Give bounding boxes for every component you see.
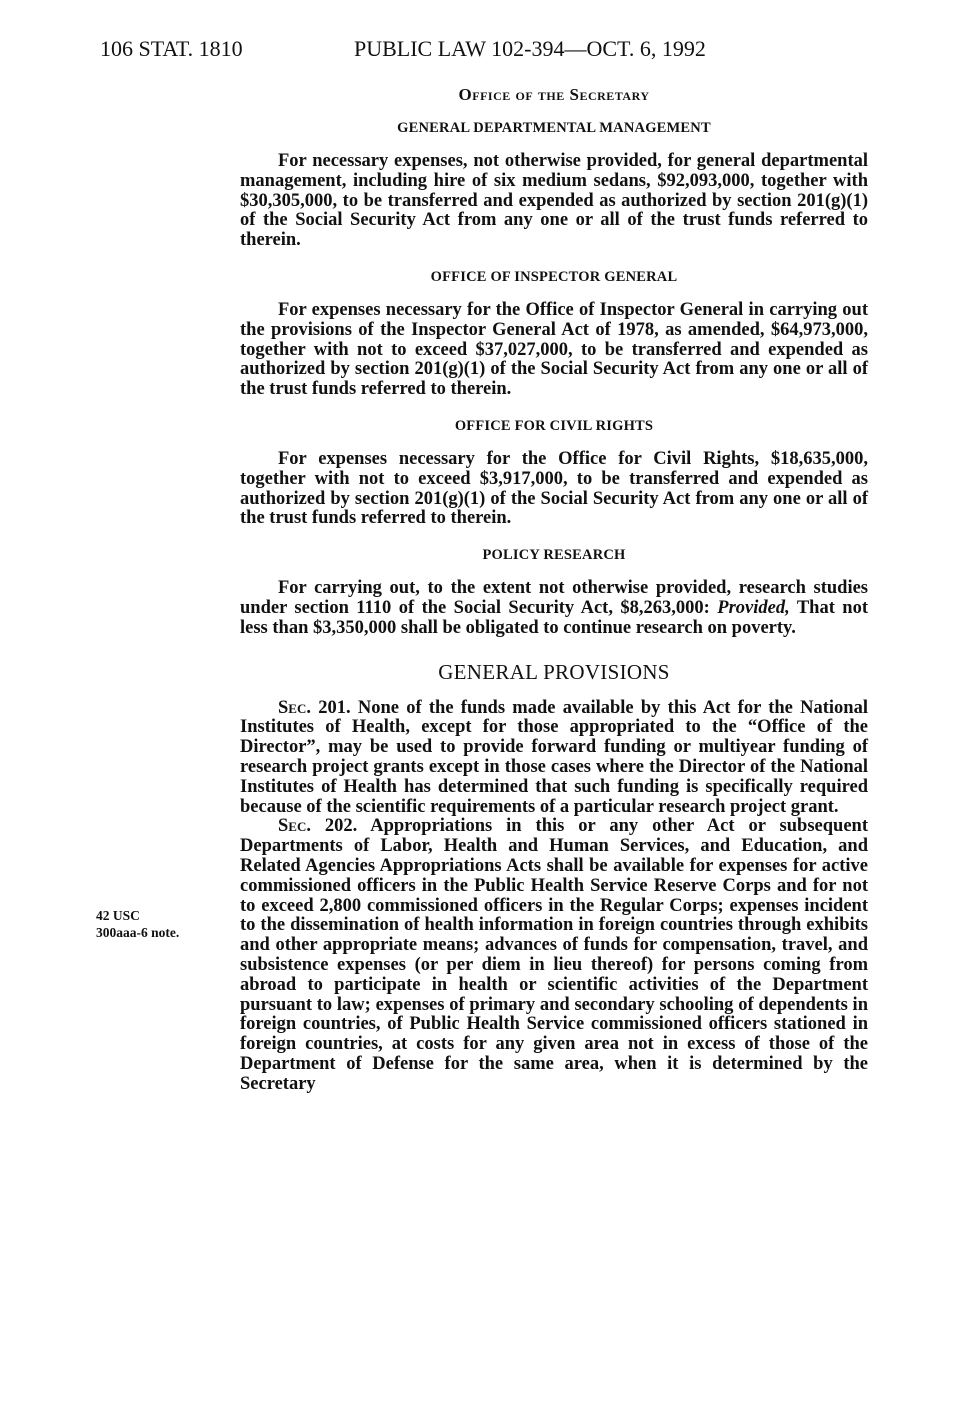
running-head <box>100 34 860 64</box>
paragraph-sec-202 <box>240 817 868 1094</box>
policy-research-provided: Provided, <box>717 597 790 618</box>
margin-note-line-2: 300aaa-6 note. <box>96 925 180 940</box>
paragraph-policy-research <box>240 579 868 638</box>
paragraph-civil-rights: For expenses necessary for the Office for Civil Rights, $18,635,000, together with not to exceed $3,917,000, to be transferred and expended as authorized by section 201(g)(1) of the Social Security Act from any one or all of the trust funds referred to therein. <box>240 448 868 529</box>
policy-research-text-after: That not less than $3,350,000 shall be obligated to continue research on poverty. <box>240 597 869 638</box>
body-column <box>240 82 868 1094</box>
spacer <box>240 529 868 543</box>
sec-201-label: Sec. 201. <box>278 697 351 718</box>
paragraph-general-departmental-management: For necessary expenses, not otherwise provided, for general departmental management, including hire of six medium sedans, $92,093,000, together with $30,305,000, to be transferred and expended as authorized by section 201(g)(1) of the Social Security Act from any one or all of the trust funds referred to therein. <box>240 151 868 251</box>
paragraph-inspector-general: For expenses necessary for the Office of Inspector General in carrying out the provisions of the Inspector General Act of 1978, as amended, $64,973,000, together with not to exceed $37,027,000, to be transferred and expended as authorized by section 201(g)(1) of the Social Security Act from any one or all of the trust funds referred to therein. <box>240 299 868 400</box>
margin-note-line-1: 42 USC <box>96 908 140 923</box>
stat-page-number: 106 STAT. 1810 <box>100 36 243 61</box>
sec-202-text: Appropriations in this or any other Act or subsequent Departments of Labor, Health and Human Services, and Education, and Related Agencies Appropriations Acts shall be available for expenses for active commissioned officers in the Public Health Service Reserve Corps and for not to exceed 2,800 commissioned officers in the Regular Corps; expenses incident to the dissemination of health information in foreign countries through exhibits and other appropriate means; advances of funds for compensation, travel, and subsistence expenses (or per diem in lieu thereof) for persons coming from abroad to participate in health or scientific activities of the Department pursuant to law; expenses of primary and secondary schooling of dependents in foreign countries, of Public Health Service commissioned officers stationed in foreign countries, at costs for any given area not in excess of those of the Department of Defense for the same area, when it is determined by the Secretary <box>240 816 868 1094</box>
section-heading-civil-rights: OFFICE FOR CIVIL RIGHTS <box>454 417 654 434</box>
sec-202-label: Sec. 202. <box>278 816 358 837</box>
section-heading-inspector-general: OFFICE OF INSPECTOR GENERAL <box>430 268 678 285</box>
section-heading-policy-research: POLICY RESEARCH <box>482 547 626 564</box>
spacer <box>240 251 868 265</box>
general-provisions-heading: GENERAL PROVISIONS <box>438 659 670 684</box>
sec-201-text: None of the funds made available by this Act for the National Institutes of Health, except for those appropriated to the “Office of the Director”, may be used to provide forward funding or multiyear funding of research project grants except in those cases where the Director of the National Institutes of Health has determined that such funding is specifically required because of the scientific requirements of a particular research project grant. <box>240 697 868 817</box>
margin-note-usc <box>96 907 226 941</box>
public-law-citation: PUBLIC LAW 102-394—OCT. 6, 1992 <box>354 36 706 61</box>
spacer <box>240 400 868 414</box>
office-heading: Office of the Secretary <box>458 85 650 104</box>
section-heading-general-departmental-management: GENERAL DEPARTMENTAL MANAGEMENT <box>397 120 711 136</box>
policy-research-text-before: For carrying out, to the extent not otherwise provided, research studies under section 1110 of the Social Security Act, $8,263,000: <box>240 578 868 618</box>
paragraph-sec-201 <box>240 699 868 818</box>
